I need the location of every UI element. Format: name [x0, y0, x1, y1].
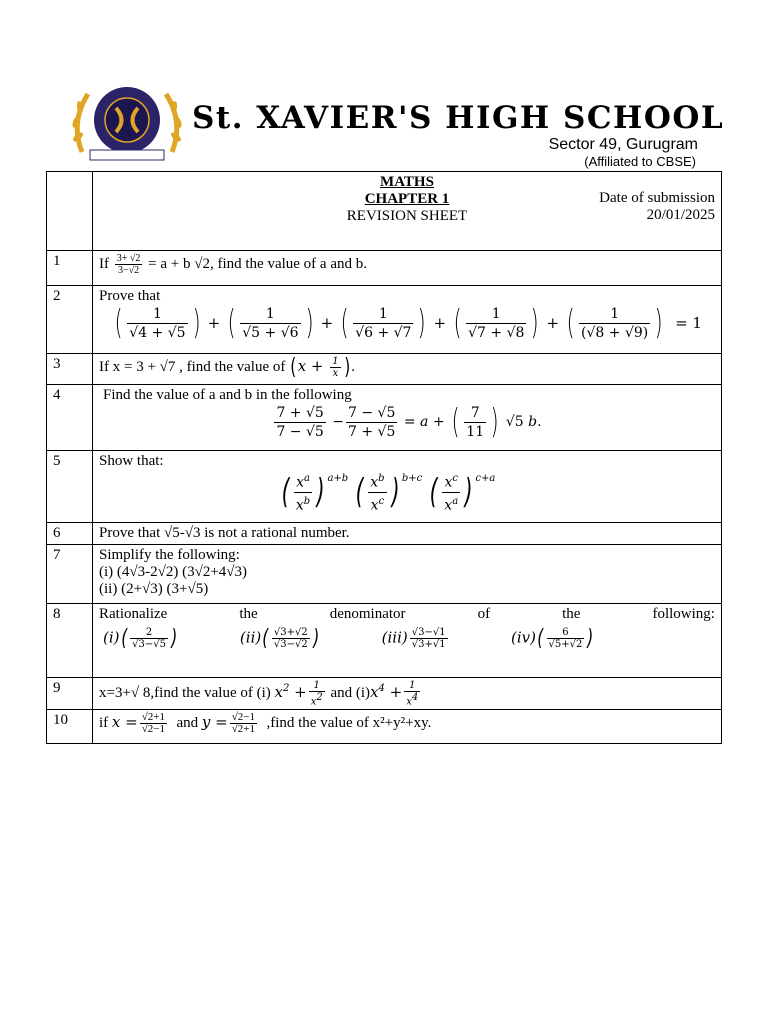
table-row — [47, 604, 722, 678]
subject-title: MATHS — [380, 174, 434, 190]
question-6: Prove that √5-√3 is not a rational number. — [93, 523, 722, 545]
q4-equation: $\frac{7 + √5}{7 - √5}$ − $\frac{7 - √5}{7 + √5}$ = a + ( $\frac{7}{11}$ ) √5 b . — [276, 402, 542, 442]
question-number: 9 — [47, 678, 93, 710]
question-10: if x = $\frac{√2+1}{√2-1}$ and y = $\frac{√2-1}{√2+1}$ ,find the value of x²+y²+xy. — [93, 710, 722, 744]
submission-date: 20/01/2025 — [646, 207, 715, 223]
chapter-title: CHAPTER 1 — [364, 191, 450, 207]
question-number: 1 — [47, 251, 93, 286]
question-8: Rationalize the denominator of the following: (i)( $\frac{2}{√3-√5}$ ) (ii)( $\frac{√3+√2}{√3-√2}$ ) (iii) $\frac{√3-√1}{√3+√1}$ (iv)( $\frac{6}{√5+√2}$ ) — [93, 604, 722, 678]
school-name: St. XAVIER'S HIGH SCHOOL — [192, 100, 725, 136]
q1-fraction: $\frac{3+ √2}{3-√2}$ — [116, 253, 141, 276]
table-row — [47, 545, 722, 604]
table-row — [47, 710, 722, 744]
sheet-type: REVISION SHEET — [346, 208, 468, 224]
question-9: x=3+√ 8,find the value of (i) $x^2$ + $\frac{1}{x^2}$ and $(i)x^4$ + $\frac{1}{x^4}$ — [93, 678, 722, 710]
question-1: If $\frac{3+ √2}{3-√2}$ = a + b √2, find the value of a and b. — [93, 251, 722, 286]
q8-parts: (i)( $\frac{2}{√3-√5}$ ) (ii)( $\frac{√3+√2}{√3-√2}$ ) (iii) $\frac{√3-√1}{√3+√1}$ (iv)( $\frac{6}{√5+√2}$ ) — [103, 626, 594, 651]
table-row — [47, 385, 722, 451]
revision-table — [46, 171, 722, 744]
question-number: 5 — [47, 451, 93, 523]
school-affiliation: (Affiliated to CBSE) — [584, 154, 696, 169]
question-3: If x = 3 + √7 , find the value of (x + $\frac{1}{x}$ ). — [93, 354, 722, 385]
table-header-row — [47, 172, 722, 251]
question-2: Prove that ( $\frac{1}{√4 + √5}$ ) + ( $\frac{1}{√5 + √6}$ ) + ( $\frac{1}{√6 + √7}$ ) + ( $\frac{1}{√7 + √8}$ ) + ( $\frac{1}{(√8 + √9)}$ ) = 1 — [93, 286, 722, 354]
submission-label: Date of submission — [599, 190, 715, 206]
q2-equation: ( $\frac{1}{√4 + √5}$ ) + ( $\frac{1}{√5 + √6}$ ) + ( $\frac{1}{√6 + √7}$ ) + ( $\frac{1}{√7 + √8}$ ) + ( $\frac{1}{(√8 + √9)}$ ) = 1 — [114, 303, 702, 343]
school-logo — [68, 82, 186, 164]
school-sector: Sector 49, Gurugram — [548, 136, 698, 153]
question-number: 7 — [47, 545, 93, 604]
question-number: 6 — [47, 523, 93, 545]
table-row — [47, 451, 722, 523]
question-5: Show that: ( $\frac{x^a}{x^b}$ ) $^{a+b}$ ( $\frac{x^b}{x^c}$ ) $^{b+c}$ ( $\frac{x^c}{x^a}$ ) $^{c+a}$ — [93, 451, 722, 523]
question-number: 8 — [47, 604, 93, 678]
table-row — [47, 354, 722, 385]
q5-equation: ( $\frac{x^a}{x^b}$ ) $^{a+b}$ ( $\frac{x^b}{x^c}$ ) $^{b+c}$ ( $\frac{x^c}{x^a}$ ) $^{c+a}$ — [281, 471, 496, 514]
table-row — [47, 523, 722, 545]
question-number: 2 — [47, 286, 93, 354]
question-4: Find the value of a and b in the following $\frac{7 + √5}{7 - √5}$ − $\frac{7 - √5}{7 + √5}$ = a + ( $\frac{7}{11}$ ) √5 b . — [93, 385, 722, 451]
question-number: 3 — [47, 354, 93, 385]
table-row — [47, 678, 722, 710]
table-row — [47, 286, 722, 354]
question-7: Simplify the following: (i) (4√3-2√2) (3√2+4√3) (ii) (2+√3) (3+√5) — [93, 545, 722, 604]
question-number: 10 — [47, 710, 93, 744]
submission-info — [599, 190, 715, 224]
school-header — [68, 82, 725, 174]
question-number: 4 — [47, 385, 93, 451]
table-row — [47, 251, 722, 286]
